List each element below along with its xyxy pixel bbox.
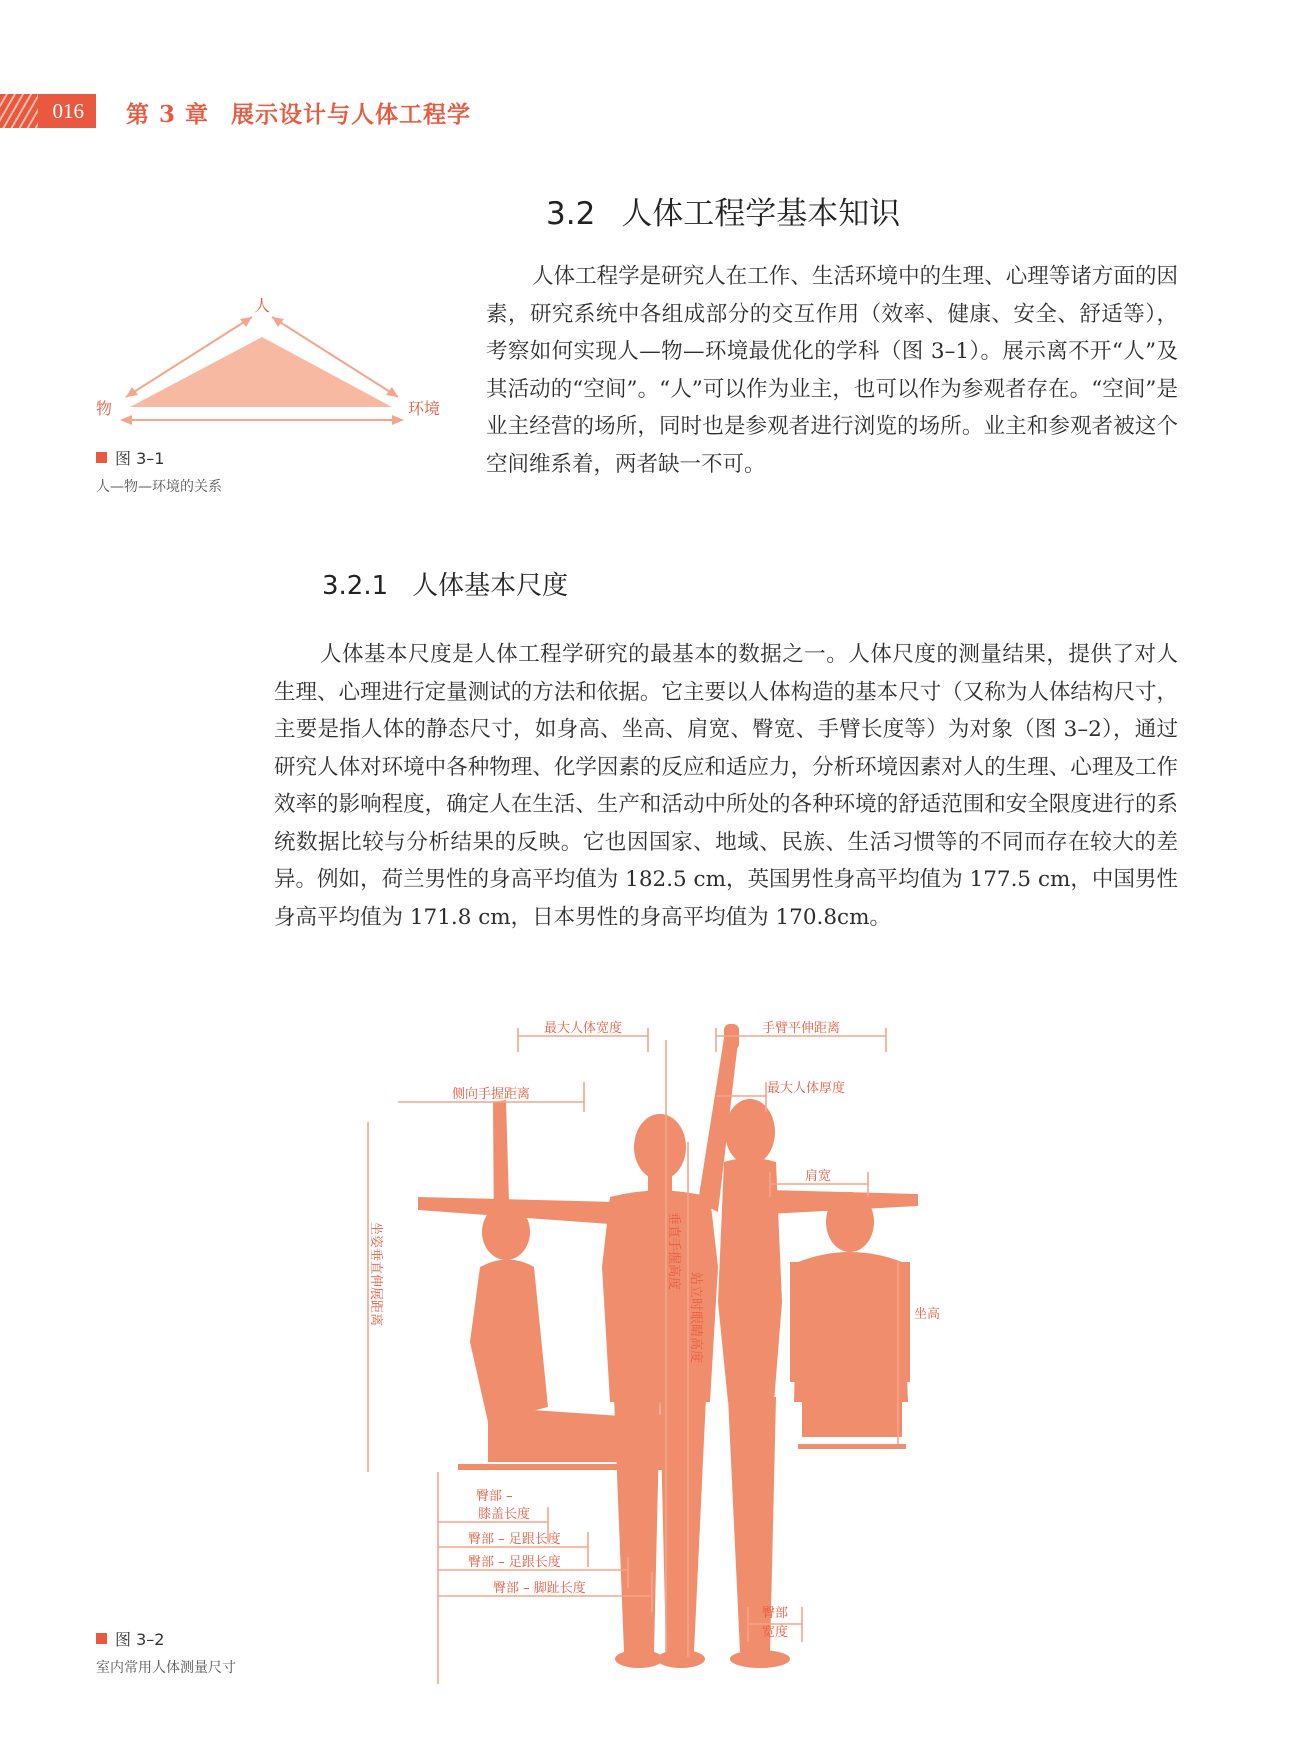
page-number-badge <box>0 94 96 128</box>
section-title <box>546 188 900 233</box>
label-hip-width-line2: 宽度 <box>761 1625 789 1640</box>
label-arm-span: 手臂平伸距离 <box>761 1021 841 1036</box>
label-shoulder-width: 肩宽 <box>804 1169 832 1184</box>
subsection-number: 3.2.1 <box>322 571 389 601</box>
arrowhead <box>272 317 284 327</box>
figure-3-2-body-measurements <box>368 1012 1058 1677</box>
label-max-body-width: 最大人体宽度 <box>543 1021 623 1036</box>
section-title-text: 人体工程学基本知识 <box>621 196 901 232</box>
body-silhouettes <box>418 1024 918 1668</box>
head-shape <box>826 1192 874 1252</box>
label-standing-eye: 站立时眼睛高度 <box>688 1272 703 1364</box>
label-person: 人 <box>253 296 271 315</box>
page-number: 016 <box>52 98 84 123</box>
arrowhead <box>120 415 132 425</box>
label-object: 物 <box>96 399 113 418</box>
label-environment: 环境 <box>408 399 441 418</box>
torso-shape <box>470 1260 548 1423</box>
label-max-body-depth: 最大人体厚度 <box>766 1081 846 1096</box>
arrowhead <box>386 387 398 397</box>
label-side-grip: 侧向手握距离 <box>451 1087 531 1102</box>
label-buttock-knee-line2: 膝盖长度 <box>478 1507 531 1522</box>
foot-shape <box>615 1650 663 1668</box>
figure-caption-text: 人—物—环境的关系 <box>96 479 222 495</box>
figure-number: 图 3–1 <box>115 449 165 468</box>
seat-line <box>798 1444 906 1449</box>
foot-shape <box>730 1650 790 1668</box>
arrowhead <box>392 415 404 425</box>
foot-shape <box>657 1650 705 1668</box>
head-shape <box>725 1099 775 1165</box>
paragraph-intro: 人体工程学是研究人在工作、生活环境中的生理、心理等诸方面的因素，研究系统中各组成部分的交互作用（效率、健康、安全、舒适等），考察如何实现人—物—环境最优化的学科（图 3–1）。展示离不开“人”及其活动的“空间”。“人”可以作为业主，也可以作为参观者存在。“空间”是业主经营的场所，同时也是参观者进行浏览的场所。业主和参观者被这个空间维系着，两者缺一不可。 <box>486 264 1178 477</box>
figure-3-2-caption <box>96 1627 236 1677</box>
chapter-header <box>126 96 471 129</box>
head-shape <box>634 1114 686 1180</box>
figure-3-1-triangle-diagram <box>90 295 450 430</box>
triangle-shape <box>130 337 392 407</box>
subsection-title-text: 人体基本尺度 <box>412 571 569 601</box>
label-hip-width-line1: 臀部 <box>761 1606 789 1621</box>
torso-shape <box>794 1252 908 1402</box>
arrowhead <box>240 317 252 327</box>
thigh-shape <box>488 1407 636 1462</box>
paragraph-body-dimensions: 人体基本尺度是人体工程学研究的最基本的数据之一。人体尺度的测量结果，提供了对人生理、心理进行定量测试的方法和依据。它主要以人体构造的基本尺寸（又称为人体结构尺寸，主要是指人体的静态尺寸，如身高、坐高、肩宽、臀宽、手臂长度等）为对象（图 3–2），通过研究人体对环境中各种物理、化学因素的反应和适应力，分析环境因素对人的生理、心理及工作效率的影响程度，确定人在生活、生产和活动中所处的各种环境的舒适范围和安全限度进行的系统数据比较与分析结果的反映。它也因国家、地域、民族、生活习惯等的不同而存在较大的差异。例如，荷兰男性的身高平均值为 182.5 cm，英国男性身高平均值为 177.5 cm，中国男性身高平均值为 171.8 cm，日本男性的身高平均值为 170.8cm。 <box>274 642 1178 930</box>
label-buttock-heel: 臀部 – 足跟长度 <box>468 1532 561 1547</box>
label-vertical-reach: 垂直手握高度 <box>666 1212 681 1291</box>
decorative-stripes <box>0 94 38 128</box>
chapter-label: 第 3 章 <box>126 101 210 128</box>
figure-3-1-caption <box>96 446 222 496</box>
label-buttock-toe: 臀部 – 脚趾长度 <box>493 1581 586 1596</box>
figure-number: 图 3–2 <box>115 1630 165 1649</box>
label-sitting-height: 坐高 <box>914 1307 941 1322</box>
label-sitting-reach: 坐姿垂直伸展距离 <box>368 1222 383 1327</box>
figure-caption-text: 室内常用人体测量尺寸 <box>96 1660 236 1676</box>
arrowhead <box>126 387 138 397</box>
section-number: 3.2 <box>546 196 596 232</box>
hand-shape <box>724 1024 739 1050</box>
caption-marker-icon <box>96 1633 107 1644</box>
seat-line <box>458 1464 678 1470</box>
caption-marker-icon <box>96 452 107 463</box>
subsection-title <box>322 565 568 602</box>
chapter-title: 展示设计与人体工程学 <box>231 101 472 128</box>
label-buttock-heel-2: 臀部 – 足跟长度 <box>468 1555 561 1570</box>
label-buttock-knee-line1: 臀部 – <box>476 1489 513 1504</box>
hip-shape <box>802 1397 902 1437</box>
raised-arm-shape <box>493 1100 510 1237</box>
